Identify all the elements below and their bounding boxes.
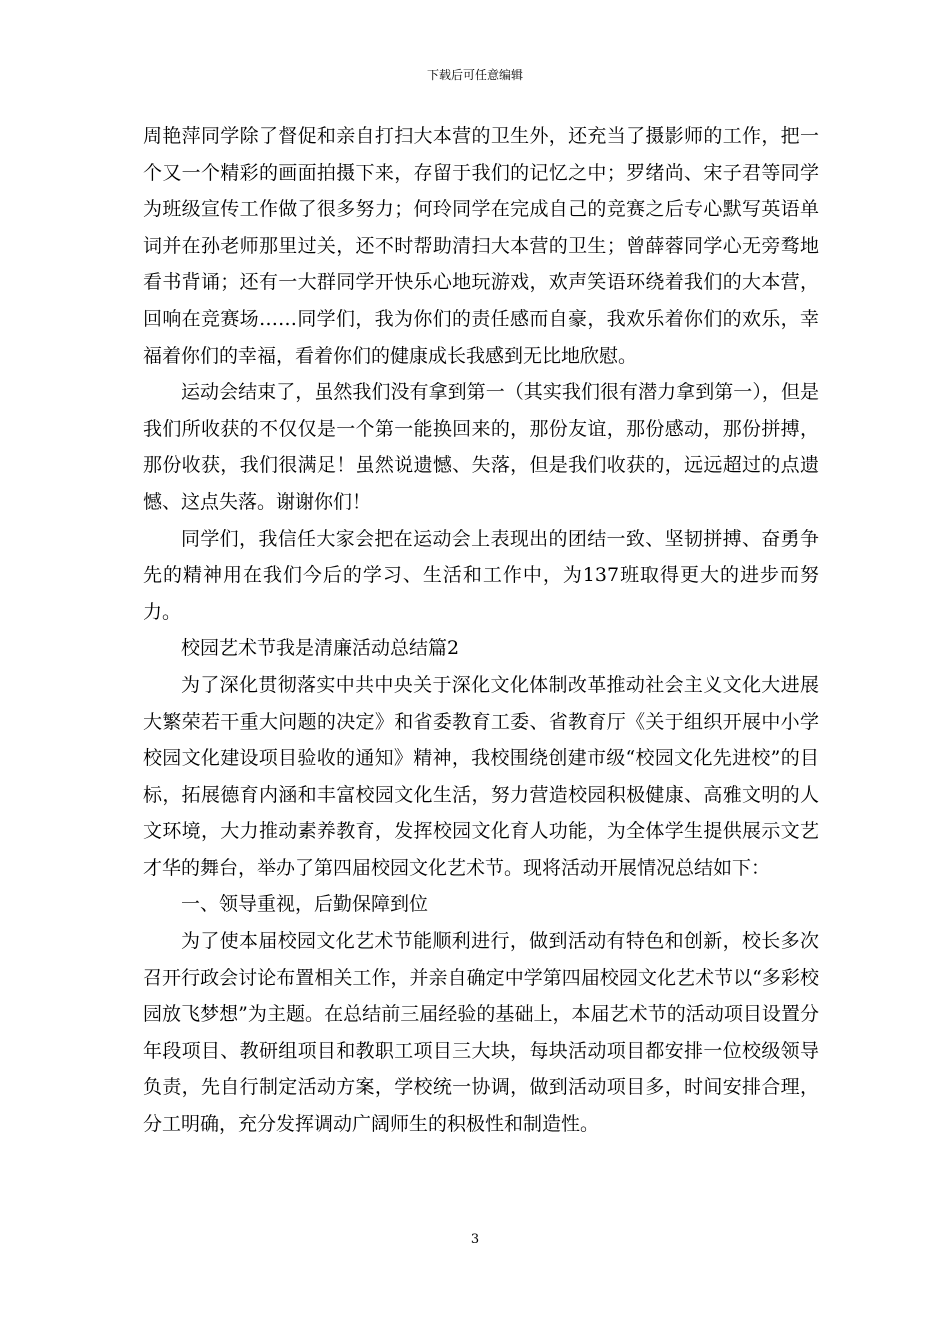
paragraph-5: 为了深化贯彻落实中共中央关于深化文化体制改革推动社会主义文化大进展大繁荣若干重大问题的决定》和省委教育工委、省教育厅《关于组织开展中小学校园文化建设项目验收的通知》精神，我校围绕创建市级“校园文化先进校”的目标，拓展德育内涵和丰富校园文化生活，努力营造校园积极健康、高雅文明的人文环境，大力推动素养教育，发挥校园文化育人功能，为全体学生提供展示文艺才华的舞台，举办了第四届校园文化艺术节。现将活动开展情况总结如下： <box>143 673 819 879</box>
paragraph-3: 同学们，我信任大家会把在运动会上表现出的团结一致、坚韧拼搏、奋勇争先的精神用在我们今后的学习、生活和工作中，为137班取得更大的进步而努力。 <box>143 527 819 623</box>
page-number: 3 <box>470 1232 480 1247</box>
document-body <box>143 118 819 1143</box>
paragraph-1: 周艳萍同学除了督促和亲自打扫大本营的卫生外，还充当了摄影师的工作，把一个又一个精彩的画面拍摄下来，存留于我们的记忆之中；罗绪尚、宋子君等同学为班级宣传工作做了很多努力；何玲同学在完成自己的竞赛之后专心默写英语单词并在孙老师那里过关，还不时帮助清扫大本营的卫生；曾薛蓉同学心无旁骛地看书背诵；还有一大群同学开快乐心地玩游戏，欢声笑语环绕着我们的大本营，回响在竞赛场……同学们，我为你们的责任感而自豪，我欢乐着你们的欢乐，幸福着你们的幸福，看着你们的健康成长我感到无比地欣慰。 <box>143 125 819 367</box>
paragraph-7: 为了使本届校园文化艺术节能顺利进行，做到活动有特色和创新，校长多次召开行政会讨论布置相关工作，并亲自确定中学第四届校园文化艺术节以“多彩校园放飞梦想”为主题。在总结前三届经验的基础上，本届艺术节的活动项目设置分年段项目、教研组项目和教职工项目三大块，每块活动项目都安排一位校级领导负责，先自行制定活动方案，学校统一协调，做到活动项目多，时间安排合理，分工明确，充分发挥调动广阔师生的积极性和制造性。 <box>143 930 819 1136</box>
subheading-1: 一、领导重视，后勤保障到位 <box>181 893 429 916</box>
section-title: 校园艺术节我是清廉活动总结篇2 <box>181 637 460 660</box>
paragraph-2: 运动会结束了，虽然我们没有拿到第一（其实我们很有潜力拿到第一），但是我们所收获的不仅仅是一个第一能换回来的，那份友谊，那份感动，那份拼搏，那份收获，我们很满足！虽然说遗憾、失落，但是我们收获的，远远超过的点遗憾、这点失落。谢谢你们！ <box>143 381 819 513</box>
page-header: 下载后可任意编辑 <box>426 68 523 82</box>
